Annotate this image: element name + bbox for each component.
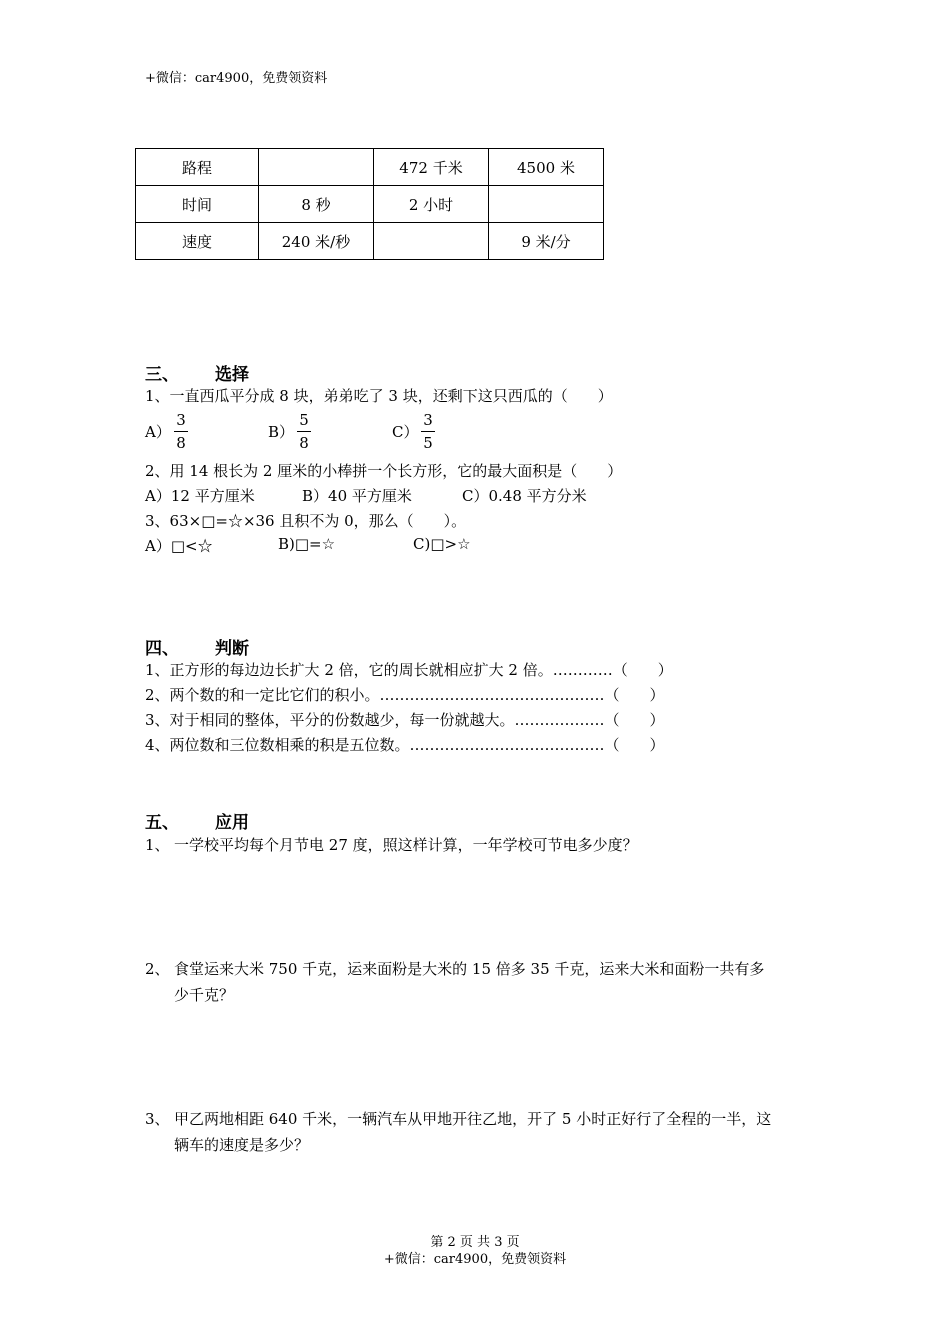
s4-item-3: 3、对于相同的整体，平分的份数越少，每一份就越大。………………（ ） [145,711,665,729]
section3-title: 选择 [215,365,249,385]
section5-number: 五、 [145,813,179,833]
header-wechat: +微信：car4900，免费领资料 [145,71,328,86]
table-cell [489,186,604,223]
s4-item-1: 1、正方形的每边边长扩大 2 倍，它的周长就相应扩大 2 倍。…………（ ） [145,661,673,679]
section3-heading [145,360,249,385]
s3-q3-option-a: A）□<☆ [145,537,213,555]
footer-page-number: 第 2 页 共 3 页 [430,1235,520,1250]
s3-q3-option-b: B)□=☆ [278,535,336,553]
table-row [136,223,604,260]
s5-question-1: 一学校平均每个月节电 27 度，照这样计算，一年学校可节电多少度？ [174,836,638,854]
section3-number: 三、 [145,365,179,385]
s5-question-2-line1: 食堂运来大米 750 千克，运来面粉是大米的 15 倍多 35 千克，运来大米和面粉一共有多 [174,960,765,978]
s5-q3-number: 3、 [145,1110,170,1128]
denominator: 8 [299,434,309,452]
s4-item-4: 4、两位数和三位数相乘的积是五位数。…………………………………（ ） [145,736,665,754]
s5-question-3-line2: 辆车的速度是多少？ [174,1136,310,1154]
s3-q1-option-c-fraction [421,411,435,452]
speed-table [135,148,604,260]
s5-q2-number: 2、 [145,960,170,978]
s3-question-3: 3、63×□=☆×36 且积不为 0，那么（ ）。 [145,512,467,530]
table-cell: 2 小时 [374,186,489,223]
s5-question-3-line1: 甲乙两地相距 640 千米，一辆汽车从甲地开往乙地，开了 5 小时正好行了全程的一半，这 [174,1110,772,1128]
s3-q2-option-a: A）12 平方厘米 [145,487,255,505]
table-cell: 240 米/秒 [259,223,374,260]
denominator: 5 [423,434,433,452]
table-row [136,186,604,223]
numerator: 5 [299,411,309,429]
s3-q1-option-b-fraction [297,411,311,452]
s3-question-1: 1、一直西瓜平分成 8 块，弟弟吃了 3 块，还剩下这只西瓜的（ ） [145,387,613,405]
s5-question-2-line2: 少千克？ [174,986,235,1004]
s5-q1-number: 1、 [145,836,170,854]
table-cell [259,149,374,186]
s4-item-2: 2、两个数的和一定比它们的积小。………………………………………（ ） [145,686,665,704]
numerator: 3 [176,411,186,429]
s3-q2-option-b: B）40 平方厘米 [302,487,412,505]
table-cell: 9 米/分 [489,223,604,260]
denominator: 8 [176,434,186,452]
table-cell: 4500 米 [489,149,604,186]
table-cell: 8 秒 [259,186,374,223]
s3-question-2: 2、用 14 根长为 2 厘米的小棒拼一个长方形，它的最大面积是（ ） [145,462,623,480]
section5-heading [145,808,249,833]
table-row [136,149,604,186]
section4-heading [145,634,249,659]
numerator: 3 [423,411,433,429]
s3-q1-option-a-label: A） [145,423,171,441]
s3-q2-option-c: C）0.48 平方分米 [462,487,587,505]
table-cell: 速度 [136,223,259,260]
footer-wechat: +微信：car4900，免费领资料 [383,1252,567,1267]
section4-number: 四、 [145,639,179,659]
table-cell: 路程 [136,149,259,186]
s3-q1-option-a-fraction [174,411,188,452]
table-cell: 时间 [136,186,259,223]
section4-title: 判断 [215,639,249,659]
s3-q1-option-b-label: B） [268,423,295,441]
s3-q1-option-c-label: C） [392,423,419,441]
table-cell: 472 千米 [374,149,489,186]
section5-title: 应用 [215,813,249,833]
s3-q3-option-c: C)□>☆ [413,535,471,553]
table-cell [374,223,489,260]
